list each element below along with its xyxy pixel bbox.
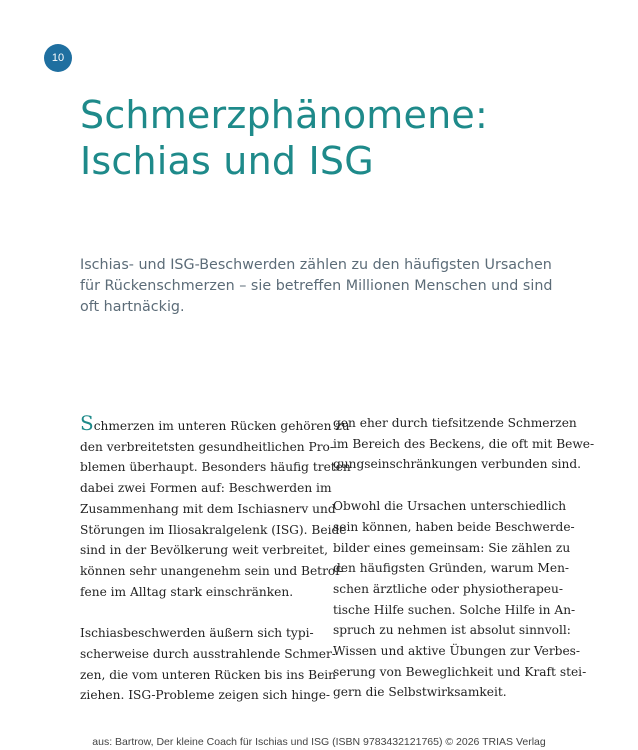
text-line: Obwohl die Ursachen unterschiedlich: [333, 499, 567, 514]
right-text-column: [333, 413, 595, 724]
lead-line: für Rückenschmerzen – sie betreffen Millionen Menschen und sind: [80, 278, 553, 294]
text-line: gen eher durch tiefsitzende Schmerzen: [333, 416, 577, 430]
title-line: Schmerzphänomene:: [80, 93, 488, 137]
body-paragraph: [80, 623, 337, 706]
text-line: serung von Beweglichkeit und Kraft stei-: [333, 664, 587, 679]
body-paragraph: [80, 411, 351, 602]
text-line: den häufigsten Gründen, warum Men-: [333, 561, 570, 576]
text-line: bilder eines gemeinsam: Sie zählen zu: [333, 540, 571, 555]
text-line: spruch zu nehmen ist absolut sinnvoll:: [333, 623, 571, 638]
text-line: dabei zwei Formen auf: Beschwerden im: [80, 481, 332, 496]
title-line: Ischias und ISG: [80, 139, 374, 183]
text-line: tische Hilfe suchen. Solche Hilfe in An-: [333, 602, 576, 617]
page-number-badge: 10: [44, 44, 72, 72]
text-line: schen ärztliche oder physiotherapeu-: [333, 581, 563, 596]
body-paragraph: [333, 496, 587, 703]
lead-paragraph: [80, 255, 570, 318]
text-line: sind in der Bevölkerung weit verbreitet,: [80, 543, 328, 558]
text-line: können sehr unangenehm sein und Betrof-: [80, 563, 344, 578]
text-line: fene im Alltag stark einschränken.: [80, 584, 294, 599]
lead-line: oft hartnäckig.: [80, 299, 185, 315]
text-line: gern die Selbstwirksamkeit.: [333, 685, 507, 700]
text-line: blemen überhaupt. Besonders häufig treten: [80, 460, 351, 475]
text-line: Ischiasbeschwerden äußern sich typi-: [80, 626, 314, 641]
lead-line: Ischias- und ISG-Beschwerden zählen zu den häufigsten Ursachen: [80, 257, 552, 273]
text-line: [80, 411, 350, 437]
text-line: den verbreitetsten gesundheitlichen Pro-: [80, 439, 335, 454]
body-paragraph: [333, 413, 595, 475]
text-line: im Bereich des Beckens, die oft mit Bewe-: [333, 436, 595, 451]
text-line: scherweise durch ausstrahlende Schmer-: [80, 647, 336, 662]
text-line: gungseinschränkungen verbunden sind.: [333, 457, 582, 472]
text-line: Störungen im Iliosakralgelenk (ISG). Beide: [80, 522, 347, 537]
drop-cap: S: [80, 411, 94, 435]
text-line: zen, die vom unteren Rücken bis ins Bein: [80, 667, 337, 682]
text-line: sein können, haben beide Beschwerde-: [333, 519, 575, 534]
text-line: Wissen und aktive Übungen zur Verbes-: [333, 644, 581, 659]
page-title: [80, 92, 600, 184]
page-footer-citation: aus: Bartrow, Der kleine Coach für Ischias und ISG (ISBN 9783432121765) © 2026 TRIAS Verlag: [92, 736, 546, 748]
text-line-rest: chmerzen im unteren Rücken gehören zu: [93, 419, 350, 433]
left-text-column: [80, 411, 351, 727]
text-line: Zusammenhang mit dem Ischiasnerv und: [80, 501, 336, 516]
text-line: ziehen. ISG-Probleme zeigen sich hinge-: [80, 688, 331, 703]
